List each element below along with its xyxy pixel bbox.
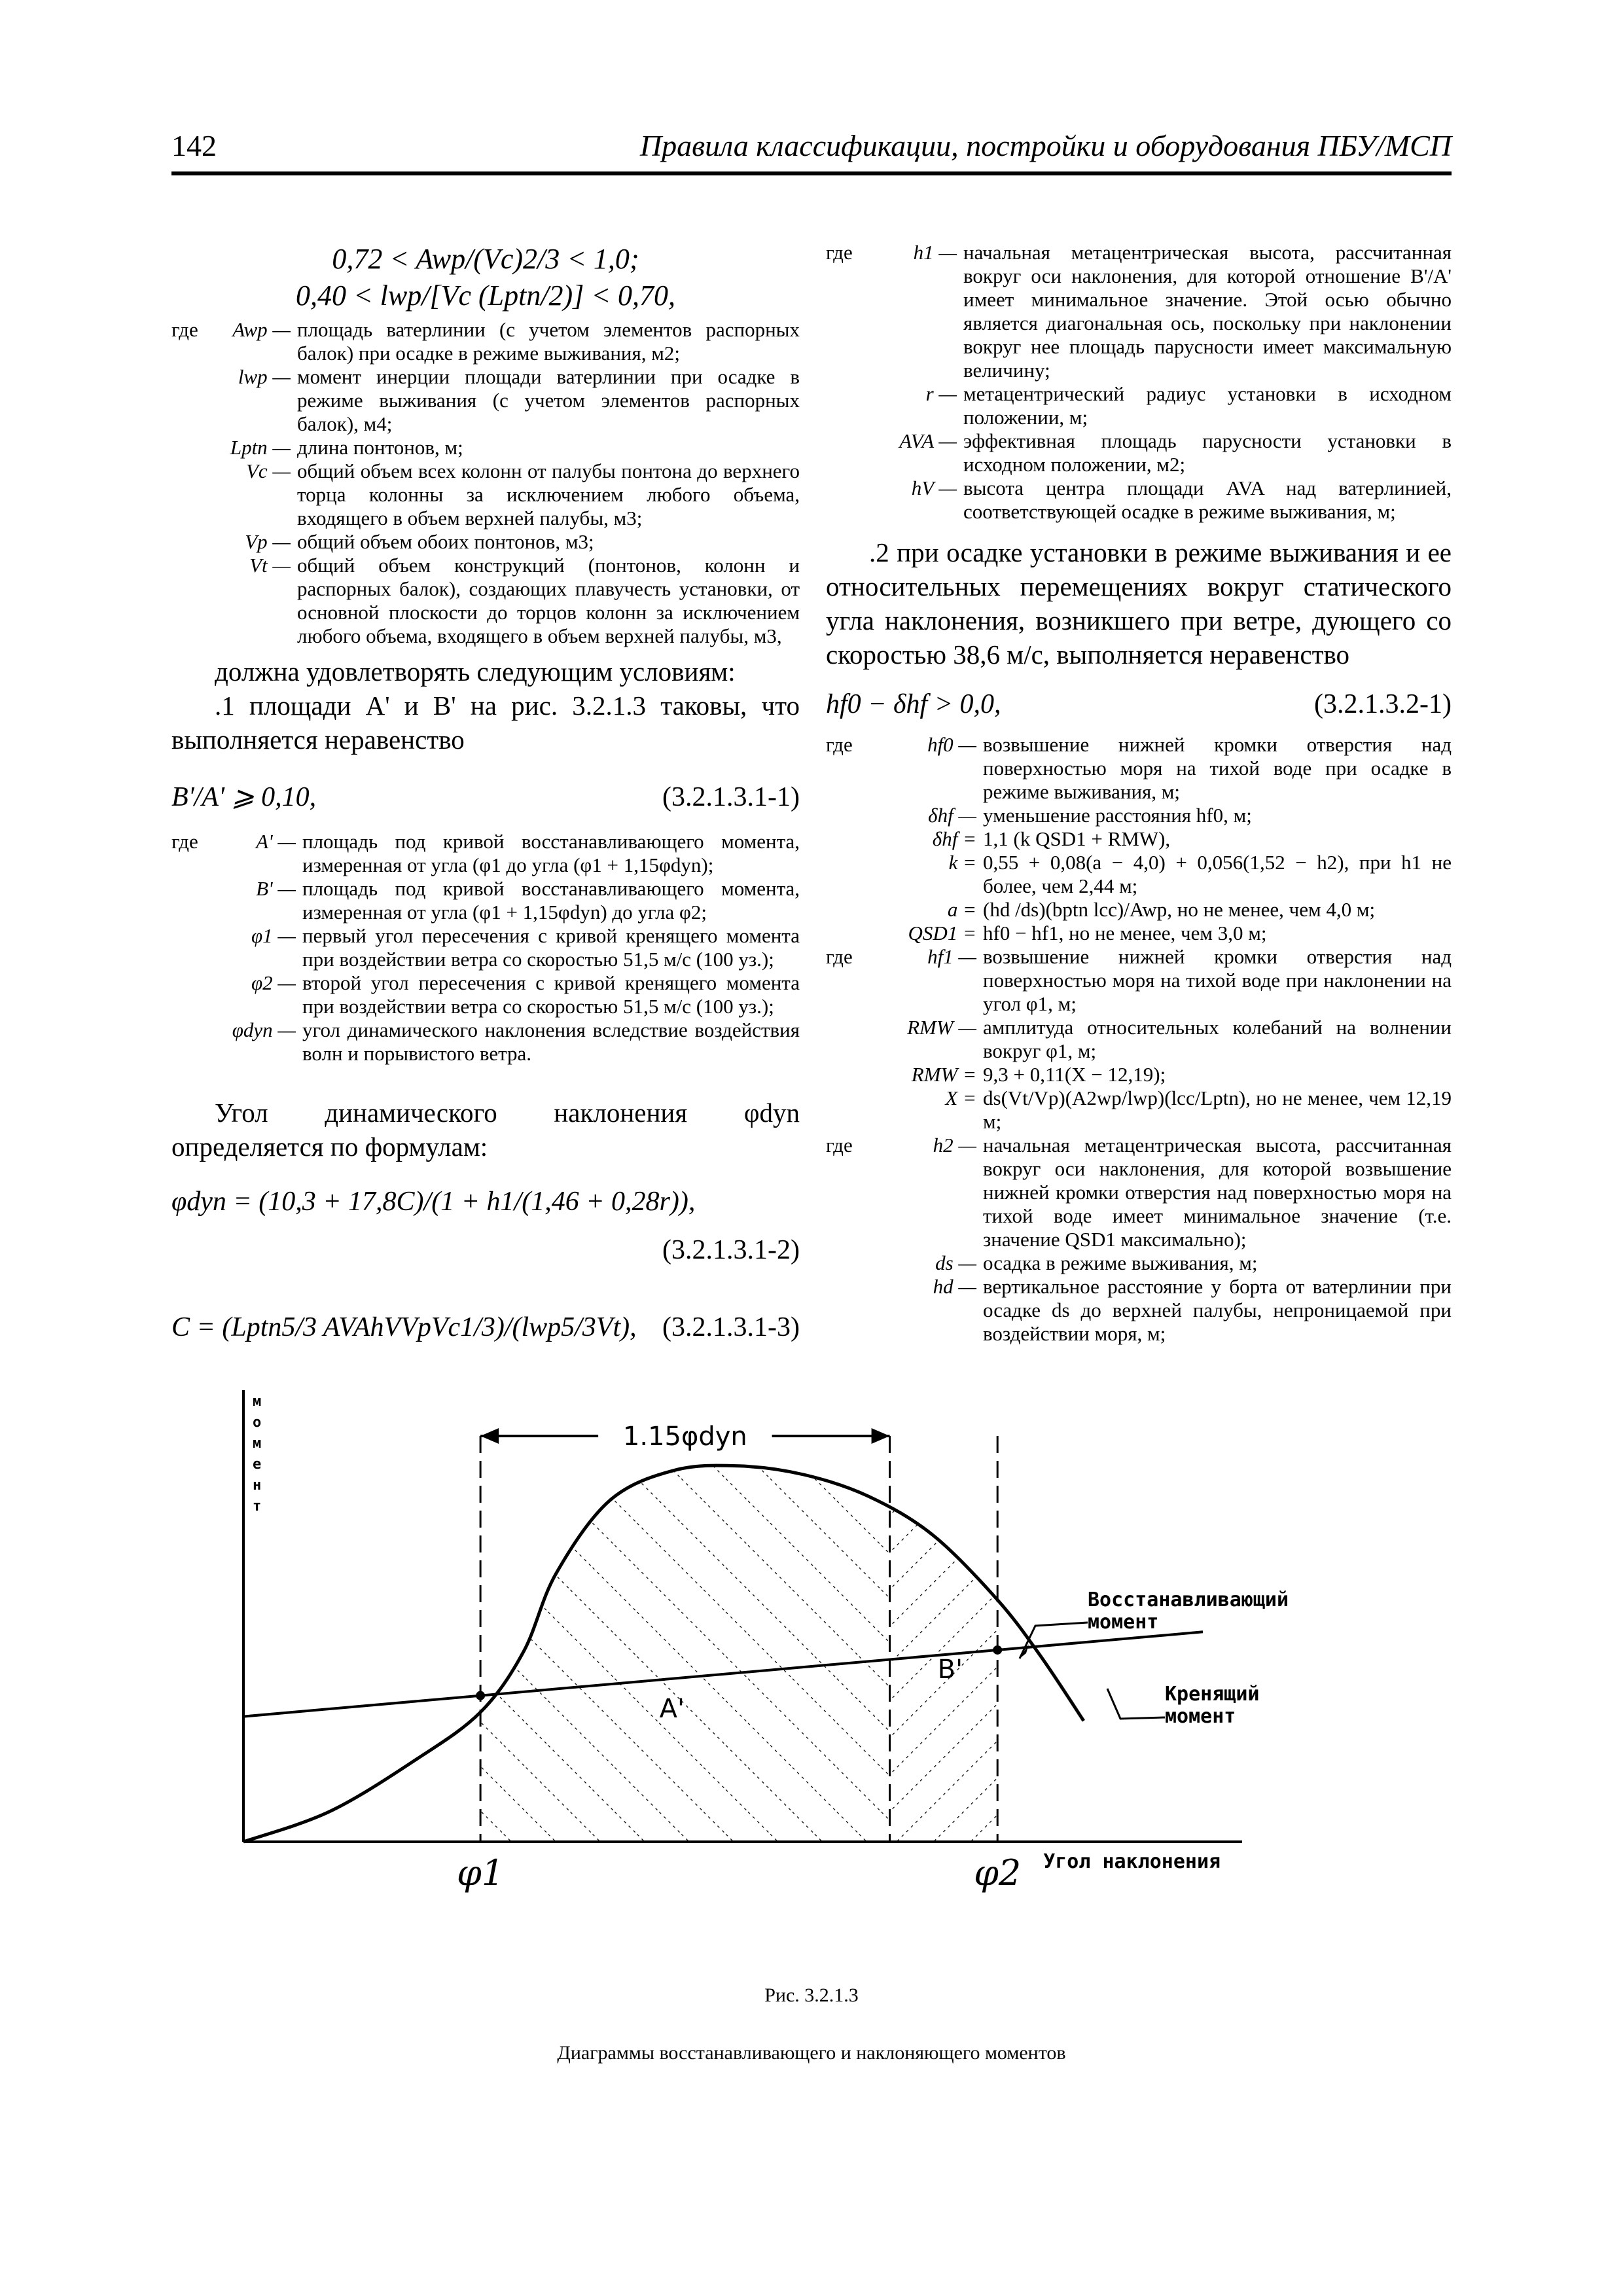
figure-number: Рис. 3.2.1.3 — [764, 1984, 859, 2006]
definition-prefix: где — [171, 318, 198, 341]
definition-row — [171, 318, 800, 365]
definition-symbol: r — — [925, 382, 957, 405]
equation-3-2-1-3-2-1 — [826, 686, 1452, 723]
definition-symbol: Lptn — — [230, 436, 291, 459]
moment-chart-svg — [237, 1390, 1321, 1933]
equation-number: (3.2.1.3.2-1) — [1314, 689, 1452, 719]
definition-row — [826, 851, 1452, 898]
definition-symbol: hf0 — — [927, 733, 976, 756]
definition-prefix: где — [171, 830, 198, 853]
span-arrowhead-right — [872, 1428, 890, 1444]
definition-text: общий объем обоих понтонов, м3; — [297, 530, 594, 553]
formula-lwp-ratio: 0,40 < lwp/[Vc (Lptn/2)] < 0,70, — [295, 279, 676, 312]
must-satisfy-text: должна удовлетворять следующим условиям: — [215, 656, 736, 687]
definition-row — [826, 382, 1452, 429]
definition-prefix: где — [826, 241, 853, 264]
definitions-list-4 — [826, 733, 1452, 1346]
definition-row — [826, 945, 1452, 1016]
definition-text: общий объем всех колонн от палубы понтона до верхнего торца колонны за исключением любого объема, входящего в объем верхней палубы, м3; — [297, 459, 800, 529]
definition-text: (hd /ds)(bptn lcc)/Awp, но не менее, чем 4,0 м; — [983, 898, 1376, 921]
span-arrowhead-left — [480, 1428, 499, 1444]
x-axis-label: Угол наклонения — [1043, 1850, 1221, 1873]
equation-number: (3.2.1.3.1-2) — [662, 1235, 800, 1265]
moment-chart — [237, 1390, 1321, 1933]
definition-row — [826, 804, 1452, 827]
definition-text: уменьшение расстояния hf0, м; — [983, 804, 1252, 827]
legend-restoring-line1: Восстанавливающий — [1088, 1588, 1289, 1611]
definition-row — [826, 733, 1452, 804]
phi1-label: φ1 — [457, 1852, 505, 1893]
definition-text: эффективная площадь парусности установки в исходном положении, м2; — [963, 429, 1452, 476]
definition-symbol: AVA — — [899, 429, 957, 452]
definition-symbol: Vp — — [245, 530, 291, 553]
definition-text: начальная метацентрическая высота, рассчитанная вокруг оси наклонения, для которой отношение B'/A' имеет минимальное значение. Этой осью обычно является диагональная ось, поскольку при наклонении вокруг нее площадь парусности имеет максимальную величину; — [963, 241, 1452, 382]
right-column — [826, 241, 1452, 1346]
definition-symbol: lwp — — [238, 365, 291, 388]
definition-text: второй угол пересечения с кривой кренящего момента при воздействии ветра со скоростью 51,5 м/с (100 уз.); — [302, 971, 800, 1018]
definition-row — [171, 1018, 800, 1066]
intersection-phi2 — [993, 1645, 1002, 1655]
definition-row — [826, 1063, 1452, 1086]
definition-symbol: Vt — — [249, 554, 291, 577]
definition-symbol: φ1 — — [251, 924, 296, 947]
definition-text: высота центра площади AVA над ватерлинией, соответствующей осадке в режиме выживания, м; — [963, 476, 1452, 523]
definition-text: начальная метацентрическая высота, рассчитанная вокруг оси наклонения, для которой возвышение нижней кромки отверстия над поверхностью моря на тихой воде имеет минимальное значение (т.е. значение QSD1 максимально); — [983, 1134, 1452, 1251]
definition-symbol: φdyn — — [232, 1018, 296, 1041]
definition-text: длина понтонов, м; — [297, 436, 463, 459]
definition-row — [171, 877, 800, 924]
y-axis-letter: м — [253, 1435, 262, 1452]
definition-symbol: δhf = — [932, 827, 976, 850]
y-axis-letter: е — [253, 1456, 262, 1473]
definition-text: первый угол пересечения с кривой кренящего момента при воздействии ветра со скоростью 51,5 м/с (100 уз.); — [302, 924, 800, 971]
equation-lhs: φdyn = (10,3 + 17,8C)/(1 + h1/(1,46 + 0,28r)), — [171, 1187, 696, 1217]
left-column — [171, 241, 800, 1346]
definition-text: момент инерции площади ватерлинии при осадке в режиме выживания (с учетом элементов распорных балок), м4; — [297, 365, 800, 435]
definition-text: осадка в режиме выживания, м; — [983, 1251, 1258, 1274]
definition-text: возвышение нижней кромки отверстия над поверхностью моря на тихой воде при осадке в режиме выживания, м; — [983, 733, 1452, 803]
definition-symbol: a = — [947, 898, 976, 921]
definition-text: hf0 − hf1, но не менее, чем 3,0 м; — [983, 922, 1267, 944]
y-axis-letter: т — [253, 1498, 262, 1515]
equation-lhs: C = (Lptn5/3 AVAhVVpVc1/3)/(lwp5/3Vt), — [171, 1312, 637, 1342]
definition-symbol: φ2 — — [251, 971, 296, 994]
definition-prefix: где — [826, 733, 853, 756]
definition-row — [826, 827, 1452, 851]
definition-symbol: ds — — [935, 1251, 976, 1274]
definition-text: 0,55 + 0,08(a − 4,0) + 0,056(1,52 − h2), при h1 не более, чем 2,44 м; — [983, 851, 1452, 897]
definition-symbol: hd — — [933, 1275, 976, 1298]
definition-row — [826, 1086, 1452, 1134]
equation-3-2-1-3-1-3 — [171, 1309, 800, 1346]
definition-row — [171, 971, 800, 1018]
equation-3-2-1-3-1-2 — [171, 1183, 800, 1220]
definition-symbol: h1 — — [913, 241, 957, 264]
definition-text: площадь под кривой восстанавливающего момента, измеренная от угла (φ1 + 1,15φdyn) до угла φ2; — [302, 877, 800, 924]
definition-symbol: hV — — [911, 476, 957, 499]
definition-row — [171, 365, 800, 436]
definition-symbol: Awp — — [232, 318, 291, 341]
y-axis-letter: м — [253, 1393, 262, 1410]
running-title: Правила классификации, постройки и оборудования ПБУ/МСП — [639, 129, 1452, 162]
definition-symbol: QSD1 = — [908, 922, 976, 944]
definition-text: площадь под кривой восстанавливающего момента, измеренная от угла (φ1 до угла (φ1 + 1,15φdyn); — [302, 830, 800, 876]
definition-symbol: Vc — — [245, 459, 291, 482]
legend-restoring-line2: момент — [1088, 1611, 1159, 1634]
definition-row — [826, 429, 1452, 476]
definition-row — [171, 459, 800, 530]
header-rule — [171, 171, 1452, 175]
legend-heeling-line2: момент — [1165, 1705, 1236, 1728]
equation-number: (3.2.1.3.1-3) — [662, 1312, 800, 1342]
definition-row — [171, 436, 800, 459]
definition-row — [826, 1275, 1452, 1346]
item-2-text: .2 при осадке установки в режиме выживания и ее относительных перемещениях вокруг статического угла наклонения, возникшего при ветре, дующего со скоростью 38,6 м/с, выполняется неравенство — [826, 537, 1452, 670]
page-number: 142 — [171, 129, 217, 162]
definition-prefix: где — [826, 945, 853, 968]
definition-symbol: RMW = — [911, 1063, 976, 1086]
definition-text: метацентрический радиус установки в исходном положении, м; — [963, 382, 1452, 429]
y-axis-letter: н — [253, 1477, 262, 1494]
definition-row — [826, 1016, 1452, 1063]
definition-text: угол динамического наклонения вследствие воздействия волн и порывистого ветра. — [302, 1018, 800, 1065]
definition-text: амплитуда относительных колебаний на волнении вокруг φ1, м; — [983, 1016, 1452, 1062]
definition-symbol: A' — — [256, 830, 296, 853]
definition-text: площадь ватерлинии (с учетом элементов распорных балок) при осадке в режиме выживания, м2; — [297, 318, 800, 365]
phi2-label: φ2 — [974, 1852, 1022, 1893]
definition-symbol: δhf — — [928, 804, 976, 827]
definition-row — [826, 1134, 1452, 1251]
formula-awp-ratio: 0,72 < Awp/(Vc)2/3 < 1,0; — [332, 243, 639, 275]
definition-text: ds(Vt/Vp)(A2wp/lwp)(lcc/Lptn), но не менее, чем 12,19 м; — [983, 1086, 1452, 1133]
intersection-phi1 — [476, 1691, 485, 1700]
definition-symbol: h2 — — [933, 1134, 976, 1157]
figure-caption: Диаграммы восстанавливающего и наклоняющего моментов — [557, 2042, 1066, 2064]
definition-symbol: hf1 — — [927, 945, 976, 968]
definition-prefix: где — [826, 1134, 853, 1157]
definition-row — [826, 241, 1452, 382]
equation-number-row — [171, 1232, 800, 1268]
definition-row — [171, 530, 800, 554]
equation-3-2-1-3-1-1 — [171, 779, 800, 816]
definition-text: 1,1 (k QSD1 + RMW), — [983, 827, 1171, 850]
definition-symbol: RMW — — [907, 1016, 976, 1039]
definition-symbol: X = — [945, 1086, 976, 1109]
definition-text: вертикальное расстояние у борта от ватерлинии при осадке ds до верхней палубы, непроницаемой при воздействии моря, м; — [983, 1275, 1452, 1345]
definition-text: 9,3 + 0,11(X − 12,19); — [983, 1063, 1166, 1086]
legend-heeling-line1: Кренящий — [1165, 1683, 1260, 1706]
definition-text: общий объем конструкций (понтонов, колонн и распорных балок), создающих плавучесть установки, от основной плоскости до торцов колонн за исключением любого объема, входящего в объем верхней палубы, м3, — [297, 554, 800, 647]
equation-lhs: hf0 − δhf > 0,0, — [826, 689, 1001, 719]
definition-row — [826, 922, 1452, 945]
definition-row — [826, 476, 1452, 524]
definition-row — [826, 1251, 1452, 1275]
definitions-list-1 — [171, 318, 800, 648]
definition-text: возвышение нижней кромки отверстия над поверхностью моря на тихой воде при наклонении на угол φ1, м; — [983, 945, 1452, 1015]
definition-row — [826, 898, 1452, 922]
definition-symbol: k = — [948, 851, 976, 874]
y-axis-letter: о — [253, 1414, 262, 1431]
definitions-list-3 — [826, 241, 1452, 524]
definitions-list-2 — [171, 830, 800, 1066]
definition-row — [171, 830, 800, 877]
equation-lhs: B'/A' ⩾ 0,10, — [171, 782, 317, 812]
equation-number: (3.2.1.3.1-1) — [662, 782, 800, 812]
region-a-label: A' — [659, 1694, 685, 1724]
legend-heeling-leader — [1107, 1689, 1165, 1719]
definition-row — [171, 924, 800, 971]
region-b-label: B' — [937, 1655, 963, 1685]
definition-row — [171, 554, 800, 648]
definition-symbol: B' — — [256, 877, 296, 900]
dyn-angle-text: Угол динамического наклонения φdyn определяется по формулам: — [171, 1098, 800, 1162]
item-1-text: .1 площади A' и B' на рис. 3.2.1.3 таковы, что выполняется неравенство — [171, 691, 800, 755]
span-label: 1.15φdyn — [622, 1422, 747, 1452]
